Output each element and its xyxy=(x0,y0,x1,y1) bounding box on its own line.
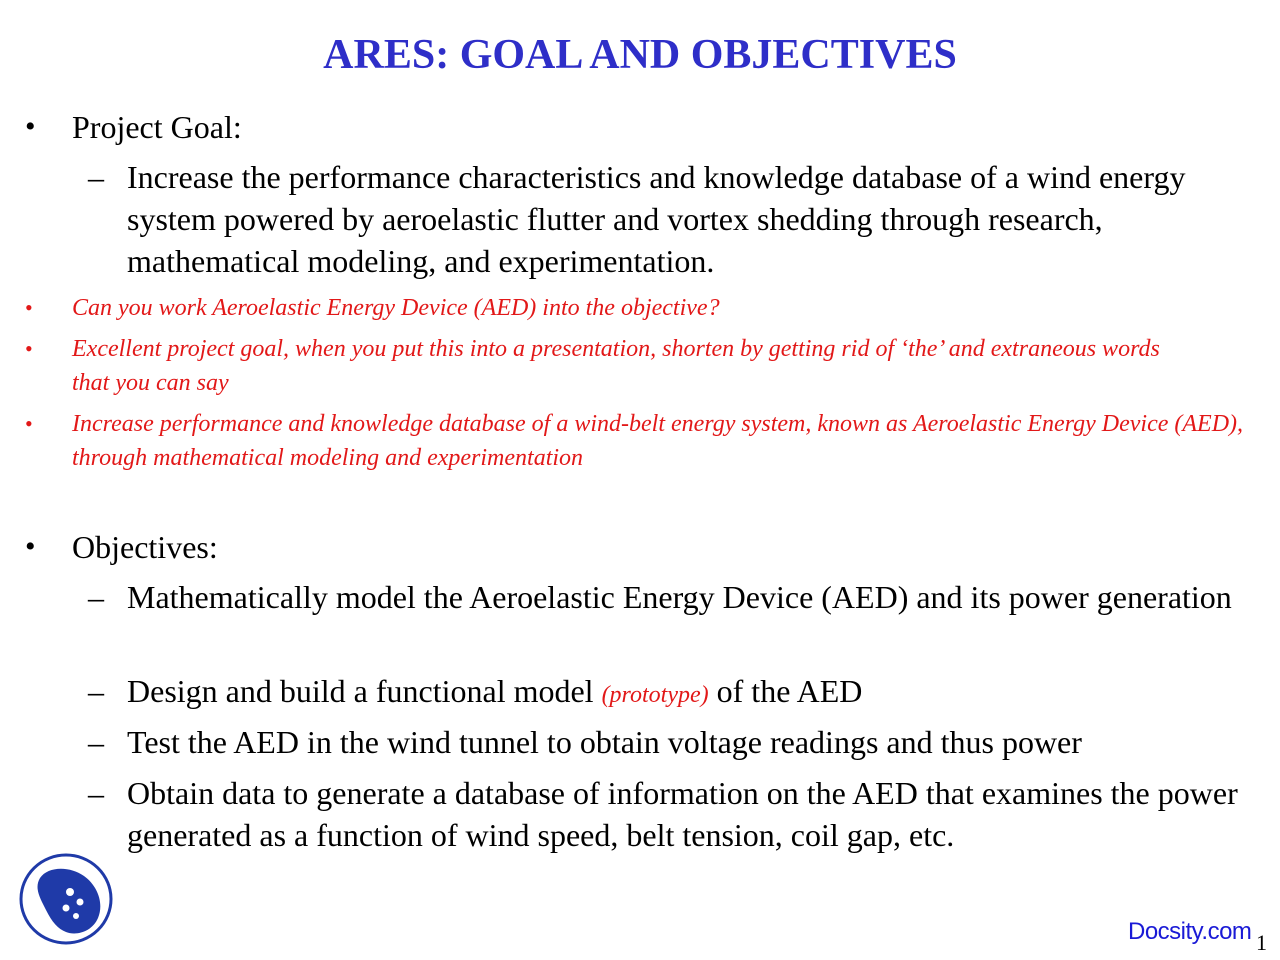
docsity-watermark: Docsity.com xyxy=(1128,918,1252,945)
objective-text-wrapper xyxy=(127,670,1238,716)
bullet-marker: • xyxy=(25,110,36,143)
bullet-marker: • xyxy=(25,411,33,436)
goal-heading: Project Goal: xyxy=(72,109,242,145)
page-title: ARES: GOAL AND OBJECTIVES xyxy=(323,32,957,78)
dash-marker: – xyxy=(88,724,104,760)
annotation-note-text: Increase performance and knowledge database of a wind-belt energy system, known as Aeroelastic Energy Device (AED), through mathematical modeling and experimentation xyxy=(72,411,1244,471)
annotation-note-text: Excellent project goal, when you put this into a presentation, shorten by getting rid of ‘the’ and extraneous words that you can say xyxy=(72,336,1160,396)
page-number: 1 xyxy=(1256,930,1267,955)
objective-text: Mathematically model the Aeroelastic Energy Device (AED) and its power generation xyxy=(127,579,1232,615)
objective-text: Obtain data to generate a database of information on the AED that examines the power generated as a function of wind speed, belt tension, coil gap, etc. xyxy=(127,775,1238,853)
bullet-marker: • xyxy=(25,530,36,563)
dash-marker: – xyxy=(88,579,104,615)
goal-description: Increase the performance characteristics and knowledge database of a wind energy system powered by aeroelastic flutter and vortex shedding through research, mathematical modeling, and experimentation. xyxy=(127,159,1186,279)
annotation-note-text: Can you work Aeroelastic Energy Device (AED) into the objective? xyxy=(72,295,720,321)
dash-marker: – xyxy=(88,673,104,709)
university-logo-icon xyxy=(18,852,114,946)
objective-text: Design and build a functional model xyxy=(127,673,594,709)
dash-marker: – xyxy=(88,775,104,811)
prototype-annotation: (prototype) xyxy=(601,682,709,708)
objectives-heading: Objectives: xyxy=(72,529,218,565)
objective-text: Test the AED in the wind tunnel to obtain voltage readings and thus power xyxy=(127,724,1082,760)
bullet-marker: • xyxy=(25,295,33,320)
dash-marker: – xyxy=(88,159,104,195)
objective-text-suffix: of the AED xyxy=(716,673,863,709)
bullet-marker: • xyxy=(25,336,33,361)
